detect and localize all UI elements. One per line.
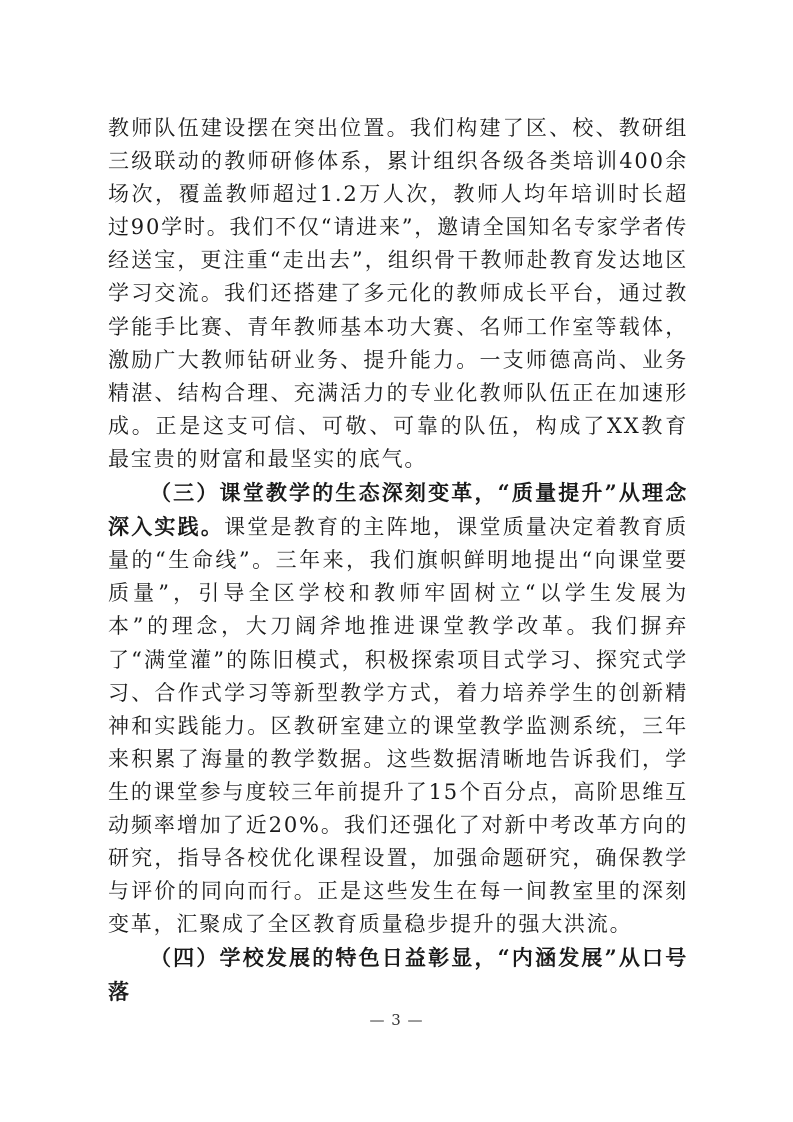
page-number: — 3 — — [369, 1011, 424, 1029]
document-body — [108, 112, 688, 1010]
paragraph-continuation — [108, 112, 688, 476]
section-4-heading: （四）学校发展的特色日益彰显，“内涵发展”从口号落 — [108, 945, 688, 1005]
paragraph-section-4 — [108, 941, 688, 1009]
section-3-heading: （三）课堂教学的生态深刻变革，“质量提升”从理念深入实践。 — [108, 480, 688, 540]
paragraph-section-3 — [108, 476, 688, 941]
section-3-text: 课堂是教育的主阵地，课堂质量决定着教育质量的“生命线”。三年来，我们旗帜鲜明地提出“向课堂要质量”，引导全区学校和教师牢固树立“以学生发展为本”的理念，大刀阔斧地推进课堂教学改革。我们摒弃了“满堂灌”的陈旧模式，积极探索项目式学习、探究式学习、合作式学习等新型教学方式，着力培养学生的创新精神和实践能力。区教研室建立的课堂教学监测系统，三年来积累了海量的教学数据。这些数据清晰地告诉我们，学生的课堂参与度较三年前提升了15个百分点，高阶思维互动频率增加了近20%。我们还强化了对新中考改革方向的研究，指导各校优化课程设置，加强命题研究，确保教学与评价的同向而行。正是这些发生在每一间教室里的深刻变革，汇聚成了全区教育质量稳步提升的强大洪流。 — [108, 515, 689, 937]
paragraph-1-text: 教师队伍建设摆在突出位置。我们构建了区、校、教研组三级联动的教师研修体系，累计组织各级各类培训400余场次，覆盖教师超过1.2万人次，教师人均年培训时长超过90学时。我们不仅“请进来”，邀请全国知名专家学者传经送宝，更注重“走出去”，组织骨干教师赴教育发达地区学习交流。我们还搭建了多元化的教师成长平台，通过教学能手比赛、青年教师基本功大赛、名师工作室等载体，激励广大教师钻研业务、提升能力。一支师德高尚、业务精湛、结构合理、充满活力的专业化教师队伍正在加速形成。正是这支可信、可敬、可靠的队伍，构成了XX教育最宝贵的财富和最坚实的底气。 — [108, 116, 688, 471]
